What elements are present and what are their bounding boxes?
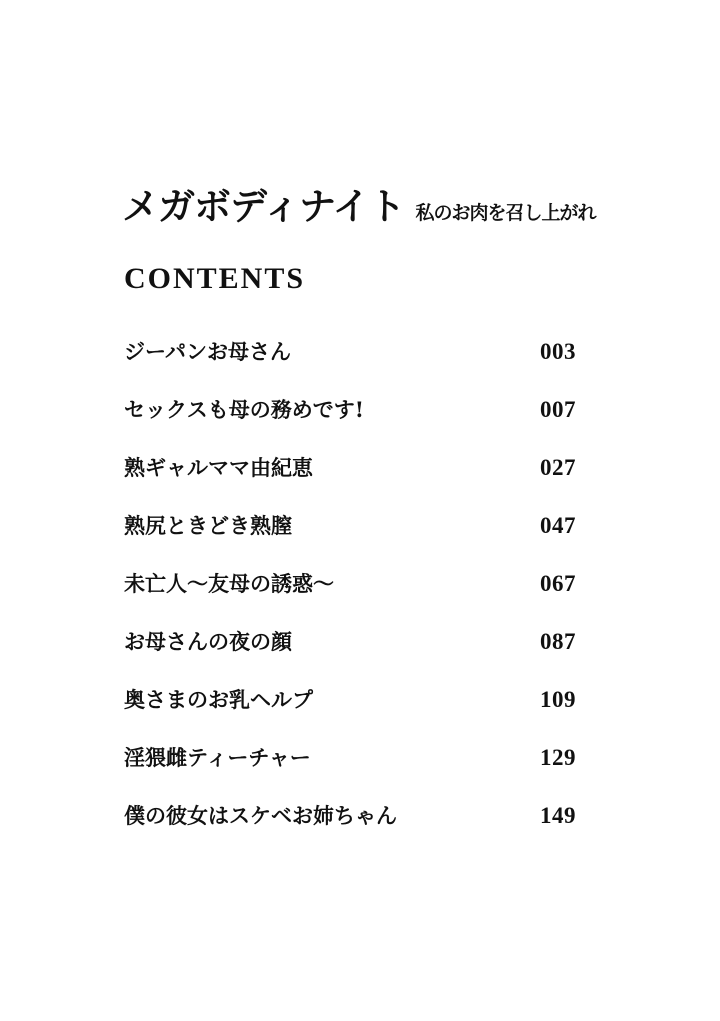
book-title: メガボディナイト <box>122 185 405 228</box>
toc-entry <box>124 568 576 626</box>
toc-entry-page: 047 <box>540 513 576 538</box>
toc-entry <box>124 336 576 394</box>
toc-entry-page: 129 <box>540 745 576 770</box>
toc-entry <box>124 452 576 510</box>
toc-entry-page: 003 <box>540 339 576 364</box>
toc-entry <box>124 742 576 800</box>
toc-entry <box>124 800 576 858</box>
toc-entry <box>124 626 576 684</box>
toc-entry-page: 087 <box>540 629 576 654</box>
toc-entry <box>124 684 576 742</box>
toc-entry-title: 未亡人〜友母の誘惑〜 <box>124 571 334 596</box>
toc-entry-page: 067 <box>540 571 576 596</box>
toc-entry-title: 奥さまのお乳ヘルプ <box>124 687 313 712</box>
toc-entry-page: 109 <box>540 687 576 712</box>
contents-heading: CONTENTS <box>124 262 306 295</box>
toc-entry <box>124 394 576 452</box>
toc-entry-title: 熟ギャルママ由紀恵 <box>124 455 313 480</box>
toc-entry-page: 007 <box>540 397 576 422</box>
book-title-block <box>122 176 596 230</box>
toc-entry-page: 027 <box>540 455 576 480</box>
toc-entry-page: 149 <box>540 803 576 828</box>
toc-entry-title: ジーパンお母さん <box>124 339 291 364</box>
toc-entry <box>124 510 576 568</box>
toc-entry-title: 熟尻ときどき熟膣 <box>124 513 292 538</box>
book-subtitle: 私のお肉を召し上がれ <box>415 202 596 224</box>
toc-entry-title: 僕の彼女はスケベお姉ちゃん <box>124 803 397 828</box>
toc-entry-title: お母さんの夜の顔 <box>124 629 292 654</box>
toc-entry-title: セックスも母の務めです! <box>124 397 365 422</box>
table-of-contents <box>124 336 576 858</box>
toc-entry-title: 淫猥雌ティーチャー <box>124 745 311 770</box>
